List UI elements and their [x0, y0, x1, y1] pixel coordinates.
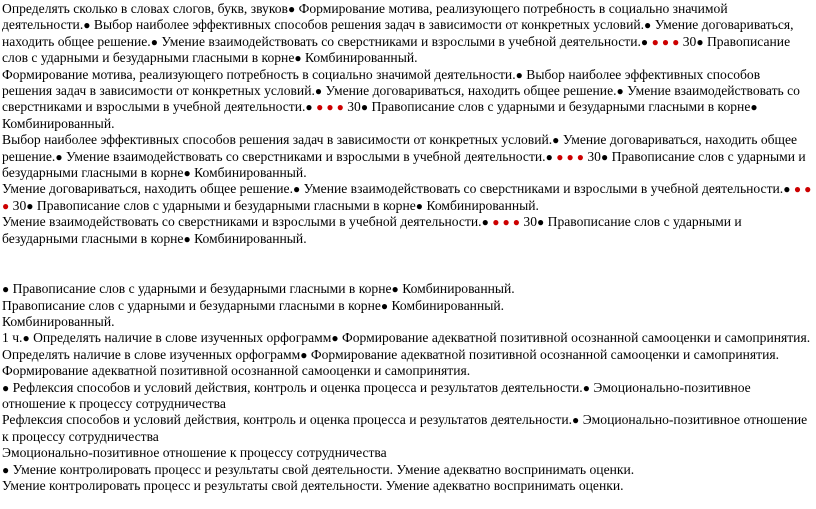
lesson-type-text: Комбинированный.	[426, 197, 539, 213]
lower-line-8	[2, 412, 812, 445]
skill-text: Эмоционально-позитивное отношение к процессу сотрудничества	[2, 412, 808, 444]
bullet-icon: ●	[331, 331, 339, 346]
bullet-icon: ●	[391, 282, 399, 297]
lesson-type-text: Комбинированный.	[194, 165, 307, 181]
blank-gap	[2, 247, 812, 281]
lower-line-7	[2, 380, 812, 413]
document-body	[2, 1, 812, 494]
bullet-icon: ●	[640, 34, 649, 49]
bullet-icon: ●	[55, 149, 63, 164]
hours-number: 30	[12, 197, 27, 213]
bullet-icon: ●	[22, 331, 30, 346]
skill-text: Эмоционально-позитивное отношение к процессу сотрудничества	[2, 379, 751, 411]
lead-text: Определять сколько в словах слогов, букв, звуков	[2, 1, 288, 16]
lead-text: Умение договариваться, находить общее решение.	[2, 181, 293, 197]
skill-text: Определять наличие в слове изученных орфограмм	[33, 330, 332, 346]
paragraph-1	[2, 1, 812, 67]
topic-text: Правописание слов с ударными и безударными гласными в корне	[2, 148, 806, 181]
topic-text: Правописание слов с ударными и безударными гласными в корне	[371, 99, 751, 115]
skill-text: Формирование мотива, реализующего потребность в социально значимой деятельности.	[2, 1, 728, 33]
skill-text: Рефлексия способов и условий действия, контроль и оценка процесса и результатов деятельности.	[2, 412, 573, 428]
lower-section	[2, 281, 812, 494]
hours-text: 1 ч.	[2, 330, 23, 346]
bullet-icon: ●	[300, 347, 308, 362]
bullet-icon: ●	[2, 282, 10, 297]
lesson-type-text: Комбинированный.	[2, 115, 115, 131]
red-dots-icon: ● ● ●	[492, 215, 520, 230]
lower-line-1	[2, 281, 812, 297]
paragraph-3	[2, 132, 812, 181]
bullet-icon: ●	[305, 100, 313, 115]
bullet-icon: ●	[644, 18, 652, 33]
paragraph-2	[2, 67, 812, 133]
topic-text: Правописание слов с ударными и безударными гласными в корне	[36, 197, 416, 213]
lower-line-9	[2, 445, 812, 461]
hours-number: 30	[587, 148, 601, 164]
lesson-type-text: Комбинированный.	[391, 297, 505, 313]
red-dots-icon: ● ● ●	[2, 182, 812, 213]
bullet-icon: ●	[2, 462, 10, 477]
lower-line-2	[2, 298, 812, 314]
skill-text: Умение контролировать процесс и результаты свой деятельности. Умение адекватно воспринимать оценки.	[12, 461, 635, 477]
bullet-icon: ●	[552, 133, 560, 148]
bullet-icon: ●	[2, 380, 10, 395]
skill-text: Умение взаимодействовать со сверстниками и взрослыми в учебной деятельности.	[303, 181, 784, 197]
paragraph-4	[2, 181, 812, 214]
bullet-icon: ●	[294, 51, 302, 66]
bullet-icon: ●	[750, 100, 758, 115]
skill-text: Выбор наиболее эффективных способов решения задач в зависимости от конкретных условий.	[93, 17, 645, 33]
skill-text: Выбор наиболее эффективных способов решения задач в зависимости от конкретных условий.	[2, 66, 761, 99]
bullet-icon: ●	[183, 166, 191, 181]
skill-text: Умение договариваться, находить общее решение.	[2, 132, 798, 164]
lesson-type-text: Комбинированный.	[2, 313, 115, 329]
skill-text: Умение контролировать процесс и результаты свой деятельности. Умение адекватно воспринимать оценки.	[2, 477, 624, 493]
bullet-icon: ●	[150, 34, 158, 49]
lesson-type-text: Комбинированный.	[402, 281, 515, 297]
bullet-icon: ●	[572, 413, 580, 428]
bullet-icon: ●	[783, 182, 791, 197]
red-dots-icon: ● ● ●	[556, 149, 584, 164]
skill-text: Эмоционально-позитивное отношение к процессу сотрудничества	[2, 445, 387, 461]
skill-text: Формирование адекватной позитивной осознанной самооценки и самопринятия.	[310, 346, 780, 362]
skill-text: Умение взаимодействовать со сверстниками и взрослыми в учебной деятельности.	[65, 148, 546, 164]
bullet-icon: ●	[582, 380, 590, 395]
lower-line-10	[2, 462, 812, 478]
hours-number: 30	[682, 33, 697, 49]
bullet-icon: ●	[600, 149, 609, 164]
skill-text: Умение взаимодействовать со сверстниками и взрослыми в учебной деятельности.	[2, 83, 800, 115]
lower-line-3	[2, 314, 812, 330]
upper-section	[2, 1, 812, 247]
paragraph-5	[2, 214, 812, 247]
hours-number: 30	[523, 214, 537, 230]
bullet-icon: ●	[26, 198, 34, 213]
bullet-icon: ●	[360, 100, 369, 115]
lower-line-4	[2, 330, 812, 346]
bullet-icon: ●	[696, 34, 704, 49]
bullet-icon: ●	[415, 198, 424, 213]
bullet-icon: ●	[616, 84, 624, 99]
bullet-icon: ●	[292, 182, 301, 197]
lead-text: Формирование мотива, реализующего потребность в социально значимой деятельности.	[2, 66, 516, 82]
bullet-icon: ●	[545, 149, 553, 164]
topic-text: Правописание слов с ударными и безударными гласными в корне	[12, 281, 392, 297]
topic-text: Правописание слов с ударными и безударными гласными в корне	[2, 214, 742, 246]
skill-text: Умение взаимодействовать со сверстниками и взрослыми в учебной деятельности.	[161, 33, 641, 49]
bullet-icon: ●	[83, 18, 91, 33]
lesson-type-text: Комбинированный.	[305, 50, 418, 66]
lower-line-6	[2, 363, 812, 379]
skill-text: Рефлексия способов и условий действия, контроль и оценка процесса и результатов деятельности.	[12, 379, 583, 395]
skill-text: Определять наличие в слове изученных орфограмм	[2, 346, 301, 362]
skill-text: Формирование адекватной позитивной осознанной самооценки и самопринятия.	[341, 330, 811, 346]
lead-text: Выбор наиболее эффективных способов решения задач в зависимости от конкретных условий.	[2, 132, 553, 148]
topic-text: Правописание слов с ударными и безударными гласными в корне	[2, 297, 381, 313]
bullet-icon: ●	[287, 2, 296, 16]
bullet-icon: ●	[481, 215, 489, 230]
lower-line-11	[2, 478, 812, 494]
bullet-icon: ●	[183, 231, 191, 246]
bullet-icon: ●	[314, 84, 323, 99]
skill-text: Умение договариваться, находить общее решение.	[2, 17, 794, 49]
lower-line-5	[2, 347, 812, 363]
skill-text: Умение договариваться, находить общее решение.	[325, 83, 617, 99]
red-dots-icon: ● ● ●	[651, 34, 680, 49]
lead-text: Умение взаимодействовать со сверстниками и взрослыми в учебной деятельности.	[2, 214, 482, 230]
hours-number: 30	[347, 99, 361, 115]
lesson-type-text: Комбинированный.	[194, 230, 307, 246]
skill-text: Формирование адекватной позитивной осознанной самооценки и самопринятия.	[2, 363, 471, 379]
bullet-icon: ●	[380, 298, 389, 313]
bullet-icon: ●	[536, 215, 545, 230]
topic-text: Правописание слов с ударными и безударными гласными в корне	[2, 33, 791, 66]
red-dots-icon: ● ● ●	[316, 100, 344, 115]
bullet-icon: ●	[515, 67, 523, 82]
